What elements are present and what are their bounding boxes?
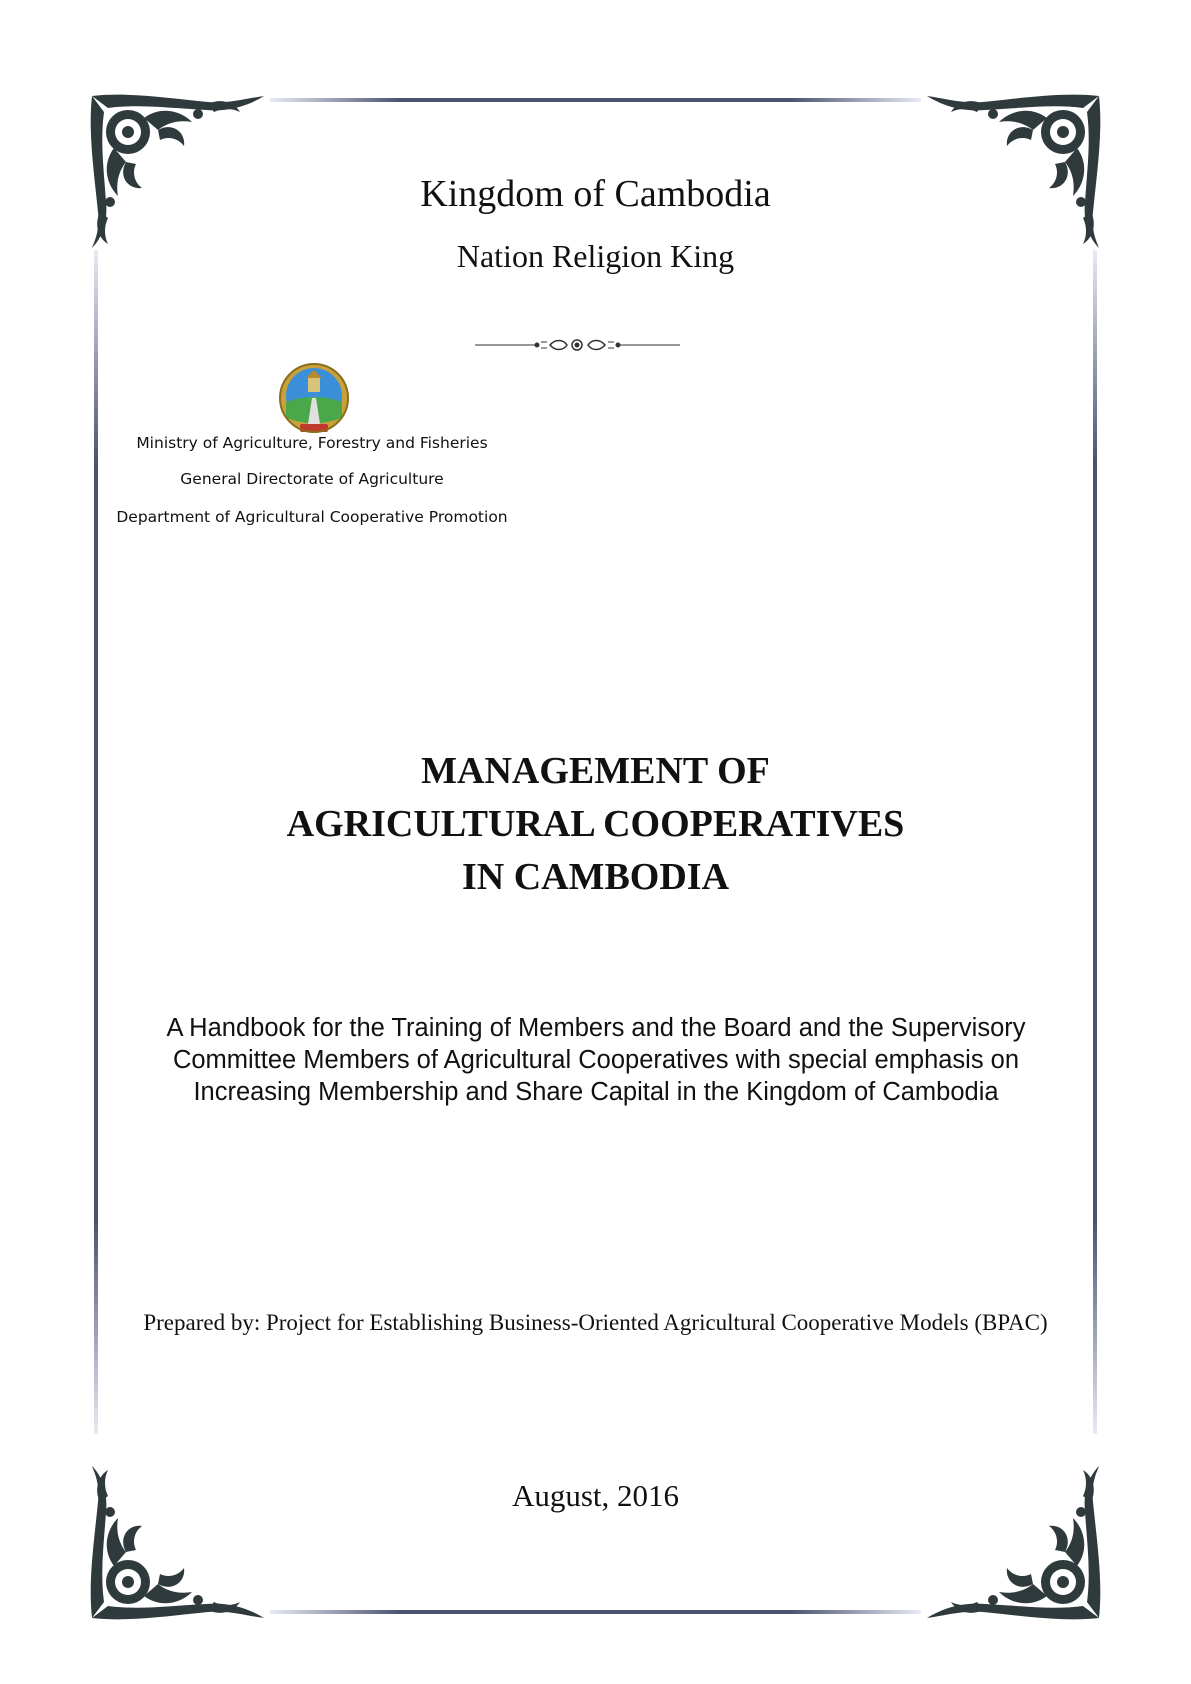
directorate-name: General Directorate of Agriculture	[180, 470, 444, 488]
frame-border-bottom	[270, 1610, 921, 1614]
ministry-name: Ministry of Agriculture, Forestry and Fisheries	[136, 434, 488, 452]
title-line-1: MANAGEMENT OF	[421, 750, 770, 792]
national-motto: Nation Religion King	[456, 238, 735, 274]
title-line-2: AGRICULTURAL COOPERATIVES	[286, 803, 905, 845]
ornamental-divider-icon	[475, 335, 680, 355]
department-name: Department of Agricultural Cooperative Promotion	[116, 508, 508, 526]
publication-date: August, 2016	[511, 1478, 680, 1513]
title-line-3: IN CAMBODIA	[461, 856, 730, 898]
document-subtitle: A Handbook for the Training of Members and the Board and the Supervisory Committee Members of Agricultural Cooperatives with special emphasis on Increasing Membership and Share Capital in the Kingdom of Cambodia	[166, 1014, 1026, 1106]
frame-border-top	[270, 98, 921, 102]
ministry-emblem-icon	[278, 362, 350, 434]
kingdom-heading: Kingdom of Cambodia	[420, 173, 771, 215]
prepared-by: Prepared by: Project for Establishing Business-Oriented Agricultural Cooperative Models (BPAC)	[143, 1310, 1048, 1335]
document-title	[0, 745, 1191, 904]
